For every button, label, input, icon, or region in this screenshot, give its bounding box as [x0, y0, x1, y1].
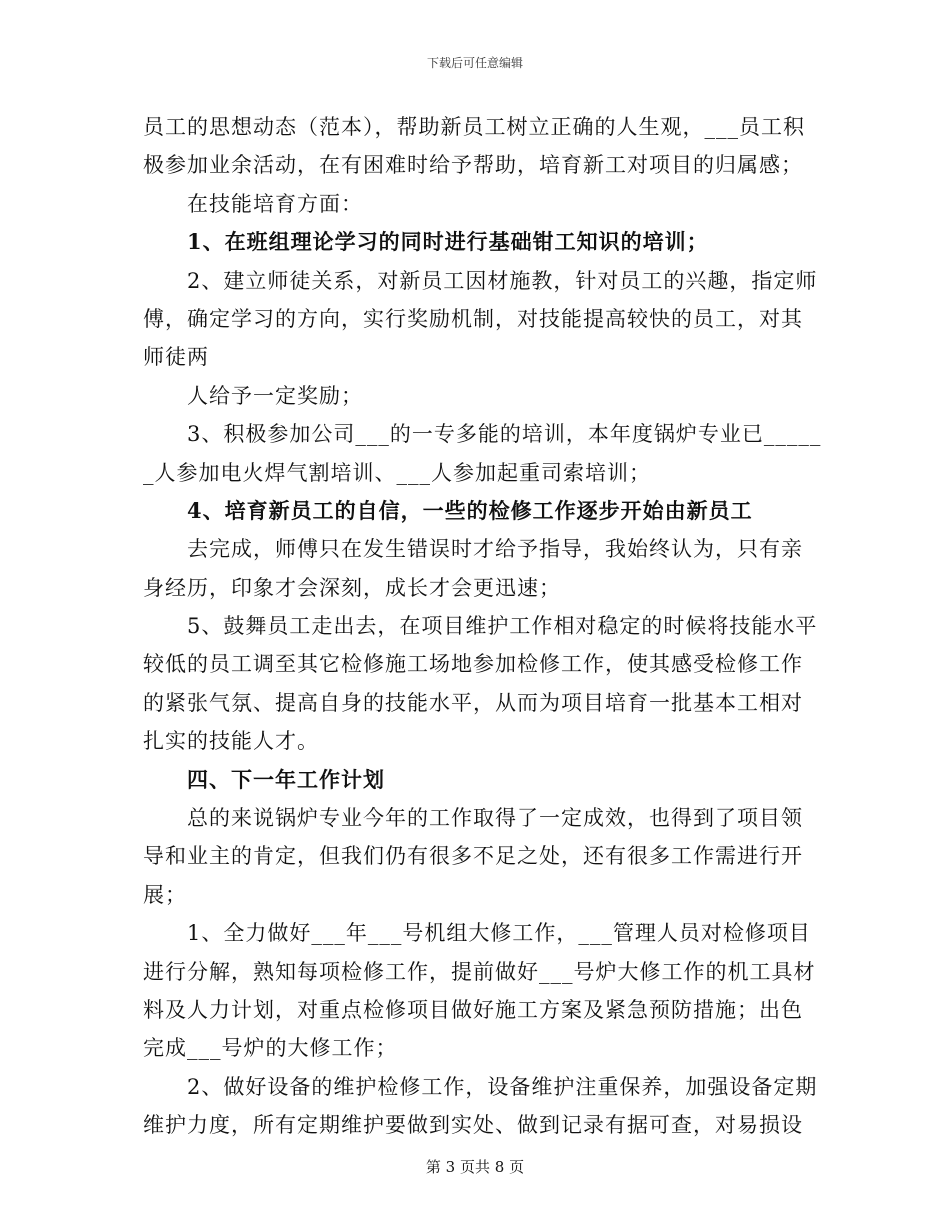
paragraph-line: 3、积极参加公司___的一专多能的培训，本年度锅炉专业已_____ — [187, 422, 822, 447]
paragraph-line: 2、做好设备的维护检修工作，设备维护注重保养，加强设备定期 — [187, 1074, 818, 1099]
paragraph-line: 傅，确定学习的方向，实行奖励机制，对技能提高较快的员工，对其 — [143, 306, 803, 331]
paragraph-line: 身经历，印象才会深刻，成长才会更迅速； — [143, 575, 561, 600]
document-body — [143, 108, 822, 1145]
paragraph-line: 展； — [143, 882, 187, 907]
paragraph-line: 的紧张气氛、提高自身的技能水平，从而为项目培育一批基本工相对 — [143, 690, 803, 715]
page-footer: 第 3 页共 8 页 — [425, 1158, 525, 1176]
paragraph-line: 料及人力计划，对重点检修项目做好施工方案及紧急预防措施；出色 — [143, 997, 803, 1022]
paragraph-line: 进行分解，熟知每项检修工作，提前做好___号炉大修工作的机工具材 — [143, 959, 816, 984]
paragraph-line: 5、鼓舞员工走出去，在项目维护工作相对稳定的时候将技能水平 — [187, 614, 818, 639]
paragraph-line: 员工的思想动态（范本），帮助新员工树立正确的人生观，___员工积 — [143, 115, 805, 139]
paragraph-line: 在技能培育方面： — [187, 191, 363, 216]
page-header: 下载后可任意编辑 — [426, 56, 523, 70]
paragraph-line: _人参加电火焊气割培训、___人参加起重司索培训； — [143, 460, 651, 485]
paragraph-line: 总的来说锅炉专业今年的工作取得了一定成效，也得到了项目领 — [187, 806, 803, 831]
paragraph-line: 维护力度，所有定期维护要做到实处、做到记录有据可查，对易损设 — [143, 1113, 803, 1138]
paragraph-line: 导和业主的肯定，但我们仍有很多不足之处，还有很多工作需进行开 — [143, 844, 803, 869]
paragraph-line: 极参加业余活动，在有困难时给予帮助，培育新工对项目的归属感； — [143, 153, 803, 178]
paragraph-line: 1、在班组理论学习的同时进行基础钳工知识的培训； — [187, 229, 709, 255]
paragraph-line: 去完成，师傅只在发生错误时才给予指导，我始终认为，只有亲 — [187, 537, 803, 562]
paragraph-line: 4、培育新员工的自信，一些的检修工作逐步开始由新员工 — [187, 497, 753, 523]
paragraph-line: 师徒两 — [143, 345, 209, 370]
paragraph-line: 人给予一定奖励； — [187, 383, 363, 408]
paragraph-line: 较低的员工调至其它检修施工场地参加检修工作，使其感受检修工作 — [143, 652, 803, 677]
paragraph-line: 四、下一年工作计划 — [187, 766, 385, 792]
paragraph-line: 扎实的技能人才。 — [143, 729, 319, 754]
paragraph-line: 完成___号炉的大修工作； — [143, 1036, 398, 1061]
paragraph-line: 2、建立师徒关系，对新员工因材施教，针对员工的兴趣，指定师 — [187, 268, 818, 293]
paragraph-line: 1、全力做好___年___号机组大修工作，___管理人员对检修项目 — [187, 921, 811, 946]
